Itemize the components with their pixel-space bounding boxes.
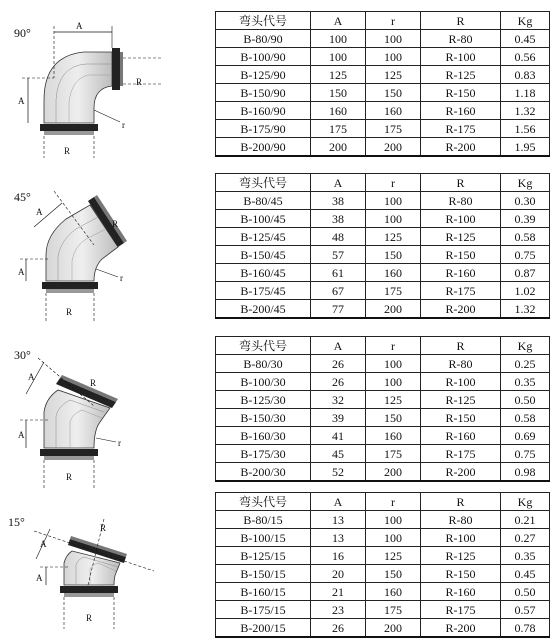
cell: R-150 [421,246,501,264]
cell: B-160/15 [216,583,311,601]
cell: B-200/30 [216,463,311,482]
header-row [216,12,550,30]
cell: 0.56 [501,48,550,66]
cell: 0.57 [501,601,550,619]
cell: B-100/90 [216,48,311,66]
cell: 45 [311,445,366,463]
cell: 175 [366,601,421,619]
cell: 0.21 [501,511,550,529]
cell: 100 [366,192,421,210]
cell: R-100 [421,373,501,391]
cell: 150 [366,84,421,102]
spec-table-15 [215,492,550,638]
table-row [216,409,550,427]
cell: 160 [366,264,421,282]
table-row [216,373,550,391]
cell: 1.02 [501,282,550,300]
spec-table-30 [215,336,550,482]
cell: 150 [366,246,421,264]
table-row [216,120,550,138]
header-a: A [311,337,366,355]
cell: 160 [311,102,366,120]
elbow-15-diagram [14,501,164,641]
header-row [216,174,550,192]
cell: B-200/90 [216,138,311,157]
table-row [216,192,550,210]
cell: 150 [311,84,366,102]
dim-a-label: A [36,207,43,217]
cell: 38 [311,210,366,228]
cell: 41 [311,427,366,445]
cell: R-160 [421,264,501,282]
dim-a-label-left: A [18,267,25,277]
cell: R-200 [421,619,501,638]
cell: 100 [366,30,421,48]
table-row [216,445,550,463]
cell: B-125/30 [216,391,311,409]
cell: 1.32 [501,102,550,120]
cell: R-200 [421,138,501,157]
cell: B-125/15 [216,547,311,565]
header-a: A [311,493,366,511]
table-row [216,282,550,300]
cell: B-160/90 [216,102,311,120]
cell: 26 [311,355,366,373]
cell: R-160 [421,427,501,445]
cell: 0.87 [501,264,550,282]
cell: R-125 [421,228,501,246]
table-row [216,565,550,583]
cell: 0.35 [501,373,550,391]
cell: 125 [311,66,366,84]
cell: B-80/15 [216,511,311,529]
dim-r-small-label: r [122,120,125,130]
header-code: 弯头代号 [216,12,311,30]
angle-label: 45° [14,190,31,204]
cell: R-125 [421,66,501,84]
cell: 0.35 [501,547,550,565]
cell: 0.75 [501,246,550,264]
cell: 52 [311,463,366,482]
spec-table-90 [215,11,550,157]
angle-label: 30° [14,348,31,362]
cell: B-100/30 [216,373,311,391]
header-code: 弯头代号 [216,337,311,355]
section-90 [0,0,557,156]
cell: 67 [311,282,366,300]
cell: 160 [366,427,421,445]
header-kg: Kg [501,493,550,511]
table-row [216,228,550,246]
header-a: A [311,12,366,30]
header-kg: Kg [501,174,550,192]
cell: 57 [311,246,366,264]
table-row [216,30,550,48]
dim-a-label: A [76,21,83,31]
elbow-30-diagram [14,350,164,490]
cell: 39 [311,409,366,427]
cell: 0.45 [501,565,550,583]
dim-r-big-label: R [136,77,143,87]
dim-r-big-label: R [90,378,97,388]
cell: R-125 [421,547,501,565]
table-row [216,427,550,445]
cell: R-80 [421,30,501,48]
table-row [216,48,550,66]
cell: R-150 [421,409,501,427]
dim-r-small-label: r [120,273,123,283]
cell: R-100 [421,48,501,66]
header-row [216,337,550,355]
cell: 26 [311,373,366,391]
cell: 175 [366,120,421,138]
cell: 100 [366,511,421,529]
table-row [216,138,550,157]
cell: 0.30 [501,192,550,210]
cell: 125 [366,547,421,565]
dim-a-label: A [40,539,47,549]
cell: 125 [366,391,421,409]
dim-a-label-left: A [18,96,25,106]
cell: R-175 [421,120,501,138]
cell: 0.78 [501,619,550,638]
cell: B-175/30 [216,445,311,463]
cell: B-150/15 [216,565,311,583]
table-row [216,355,550,373]
cell: 1.18 [501,84,550,102]
table-row [216,583,550,601]
cell: 200 [366,138,421,157]
cell: B-125/90 [216,66,311,84]
table-row [216,547,550,565]
cell: 20 [311,565,366,583]
section-15 [0,491,557,641]
dim-r-big-label-bottom: R [66,307,73,317]
cell: R-80 [421,355,501,373]
cell: 125 [366,228,421,246]
header-r-small: r [366,493,421,511]
table-row [216,463,550,482]
cell: 175 [311,120,366,138]
cell: 150 [366,409,421,427]
cell: 48 [311,228,366,246]
cell: B-125/45 [216,228,311,246]
cell: R-160 [421,102,501,120]
cell: 160 [366,102,421,120]
cell: 160 [366,583,421,601]
cell: R-125 [421,391,501,409]
dim-r-big-label: R [112,219,119,229]
cell: 61 [311,264,366,282]
section-30 [0,334,557,484]
cell: 0.45 [501,30,550,48]
cell: 200 [366,619,421,638]
elbow-90-diagram [14,18,164,158]
header-a: A [311,174,366,192]
cell: 1.95 [501,138,550,157]
cell: 0.27 [501,529,550,547]
header-r-big: R [421,337,501,355]
cell: B-200/45 [216,300,311,319]
cell: R-150 [421,84,501,102]
cell: B-80/45 [216,192,311,210]
cell: 100 [366,373,421,391]
cell: B-160/45 [216,264,311,282]
cell: 200 [366,463,421,482]
cell: 100 [366,355,421,373]
cell: B-100/45 [216,210,311,228]
cell: 100 [366,529,421,547]
cell: B-80/90 [216,30,311,48]
cell: 32 [311,391,366,409]
elbow-45-diagram [14,185,164,325]
cell: 175 [366,282,421,300]
cell: 100 [311,48,366,66]
cell: 0.75 [501,445,550,463]
header-r-small: r [366,337,421,355]
cell: 150 [366,565,421,583]
cell: R-175 [421,601,501,619]
table-row [216,210,550,228]
cell: 0.25 [501,355,550,373]
table-row [216,264,550,282]
cell: B-175/45 [216,282,311,300]
header-kg: Kg [501,12,550,30]
cell: R-175 [421,282,501,300]
cell: R-200 [421,300,501,319]
cell: R-150 [421,565,501,583]
header-code: 弯头代号 [216,174,311,192]
cell: 0.98 [501,463,550,482]
cell: 21 [311,583,366,601]
dim-r-big-label-bottom: R [86,613,93,623]
header-code: 弯头代号 [216,493,311,511]
cell: 0.50 [501,583,550,601]
cell: 100 [366,210,421,228]
dim-r-small-label: r [118,438,121,448]
table-row [216,300,550,319]
table-row [216,246,550,264]
cell: R-175 [421,445,501,463]
header-row [216,493,550,511]
cell: 1.56 [501,120,550,138]
dim-r-big-label-bottom: R [64,146,71,156]
table-row [216,511,550,529]
cell: B-80/30 [216,355,311,373]
cell: B-200/15 [216,619,311,638]
table-row [216,619,550,638]
cell: B-150/30 [216,409,311,427]
cell: 0.50 [501,391,550,409]
header-r-big: R [421,493,501,511]
table-row [216,601,550,619]
dim-r-big-label-bottom: R [66,472,73,482]
cell: 200 [366,300,421,319]
table-row [216,529,550,547]
cell: 175 [366,445,421,463]
cell: R-100 [421,529,501,547]
cell: 200 [311,138,366,157]
header-r-small: r [366,174,421,192]
angle-label: 90° [14,26,31,40]
angle-label: 15° [8,515,25,529]
dim-a-label-left: A [36,573,43,583]
cell: 26 [311,619,366,638]
cell: 0.58 [501,228,550,246]
cell: 0.69 [501,427,550,445]
cell: 0.58 [501,409,550,427]
cell: R-80 [421,192,501,210]
table-row [216,391,550,409]
section-45 [0,170,557,320]
header-r-big: R [421,174,501,192]
cell: R-200 [421,463,501,482]
cell: R-100 [421,210,501,228]
cell: B-175/90 [216,120,311,138]
cell: B-150/45 [216,246,311,264]
header-kg: Kg [501,337,550,355]
cell: 16 [311,547,366,565]
table-row [216,66,550,84]
cell: R-80 [421,511,501,529]
cell: 0.39 [501,210,550,228]
cell: B-160/30 [216,427,311,445]
cell: 100 [311,30,366,48]
dim-r-big-label: R [100,523,107,533]
cell: 1.32 [501,300,550,319]
cell: 125 [366,66,421,84]
cell: 13 [311,529,366,547]
spec-table-45 [215,173,550,319]
cell: B-150/90 [216,84,311,102]
dim-a-label-left: A [18,430,25,440]
cell: R-160 [421,583,501,601]
table-row [216,102,550,120]
cell: B-175/15 [216,601,311,619]
cell: B-100/15 [216,529,311,547]
cell: 100 [366,48,421,66]
table-row [216,84,550,102]
cell: 77 [311,300,366,319]
cell: 23 [311,601,366,619]
cell: 13 [311,511,366,529]
cell: 0.83 [501,66,550,84]
header-r-small: r [366,12,421,30]
dim-a-label: A [28,372,35,382]
header-r-big: R [421,12,501,30]
cell: 38 [311,192,366,210]
